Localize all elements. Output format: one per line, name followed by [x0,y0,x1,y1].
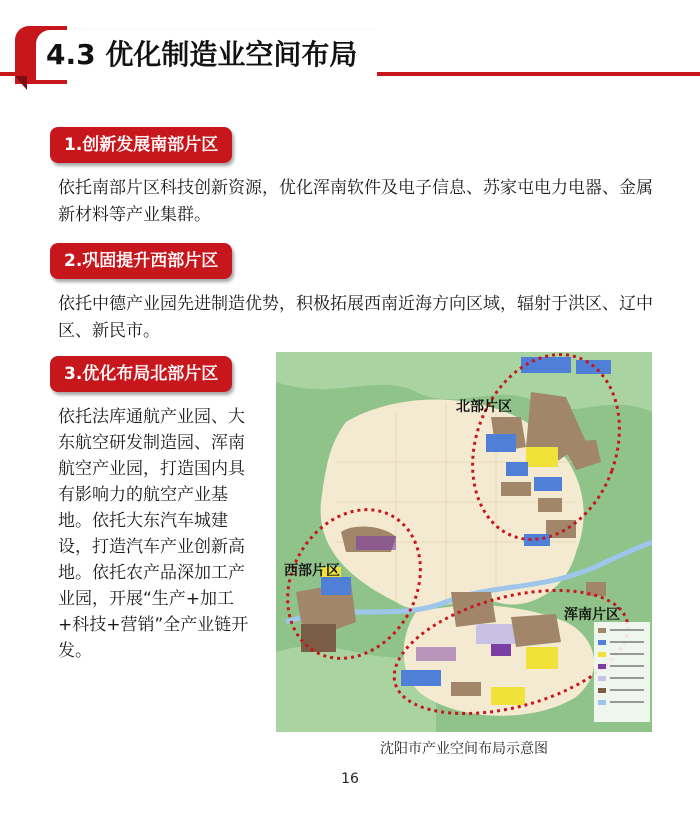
district-label-hunnan: 浑南片区 [564,607,620,623]
map-caption: 沈阳市产业空间布局示意图 [380,741,548,757]
page-title: 4.3 优化制造业空间布局 [36,30,377,80]
section-text-west: 依托中德产业园先进制造优势，积极拓展西南近海方向区域，辐射于洪区、辽中区、新民市。 [58,294,653,341]
section-label-north: 3.优化布局北部片区 [50,356,232,392]
section-text-north: 依托法库通航产业园、大东航空研发制造园、浑南航空产业园，打造国内具有影响力的航空产业基地。依托大东汽车城建设，打造汽车产业创新高地。依托农产品深加工产业园，开展“生产+加工+科技+营销”全产业链开发。 [58,407,249,661]
district-label-north: 北部片区 [456,399,512,415]
section-label-west: 2.巩固提升西部片区 [50,243,232,279]
header-accent-fold [15,76,27,90]
section-text-south: 依托南部片区科技创新资源，优化浑南软件及电子信息、苏家屯电力电器、金属新材料等产业集群。 [58,178,653,225]
section-label-south: 1.创新发展南部片区 [50,127,232,163]
slide-header [0,0,700,100]
district-label-west: 西部片区 [284,563,340,579]
page-number: 16 [341,771,359,787]
industrial-layout-map [276,352,652,732]
